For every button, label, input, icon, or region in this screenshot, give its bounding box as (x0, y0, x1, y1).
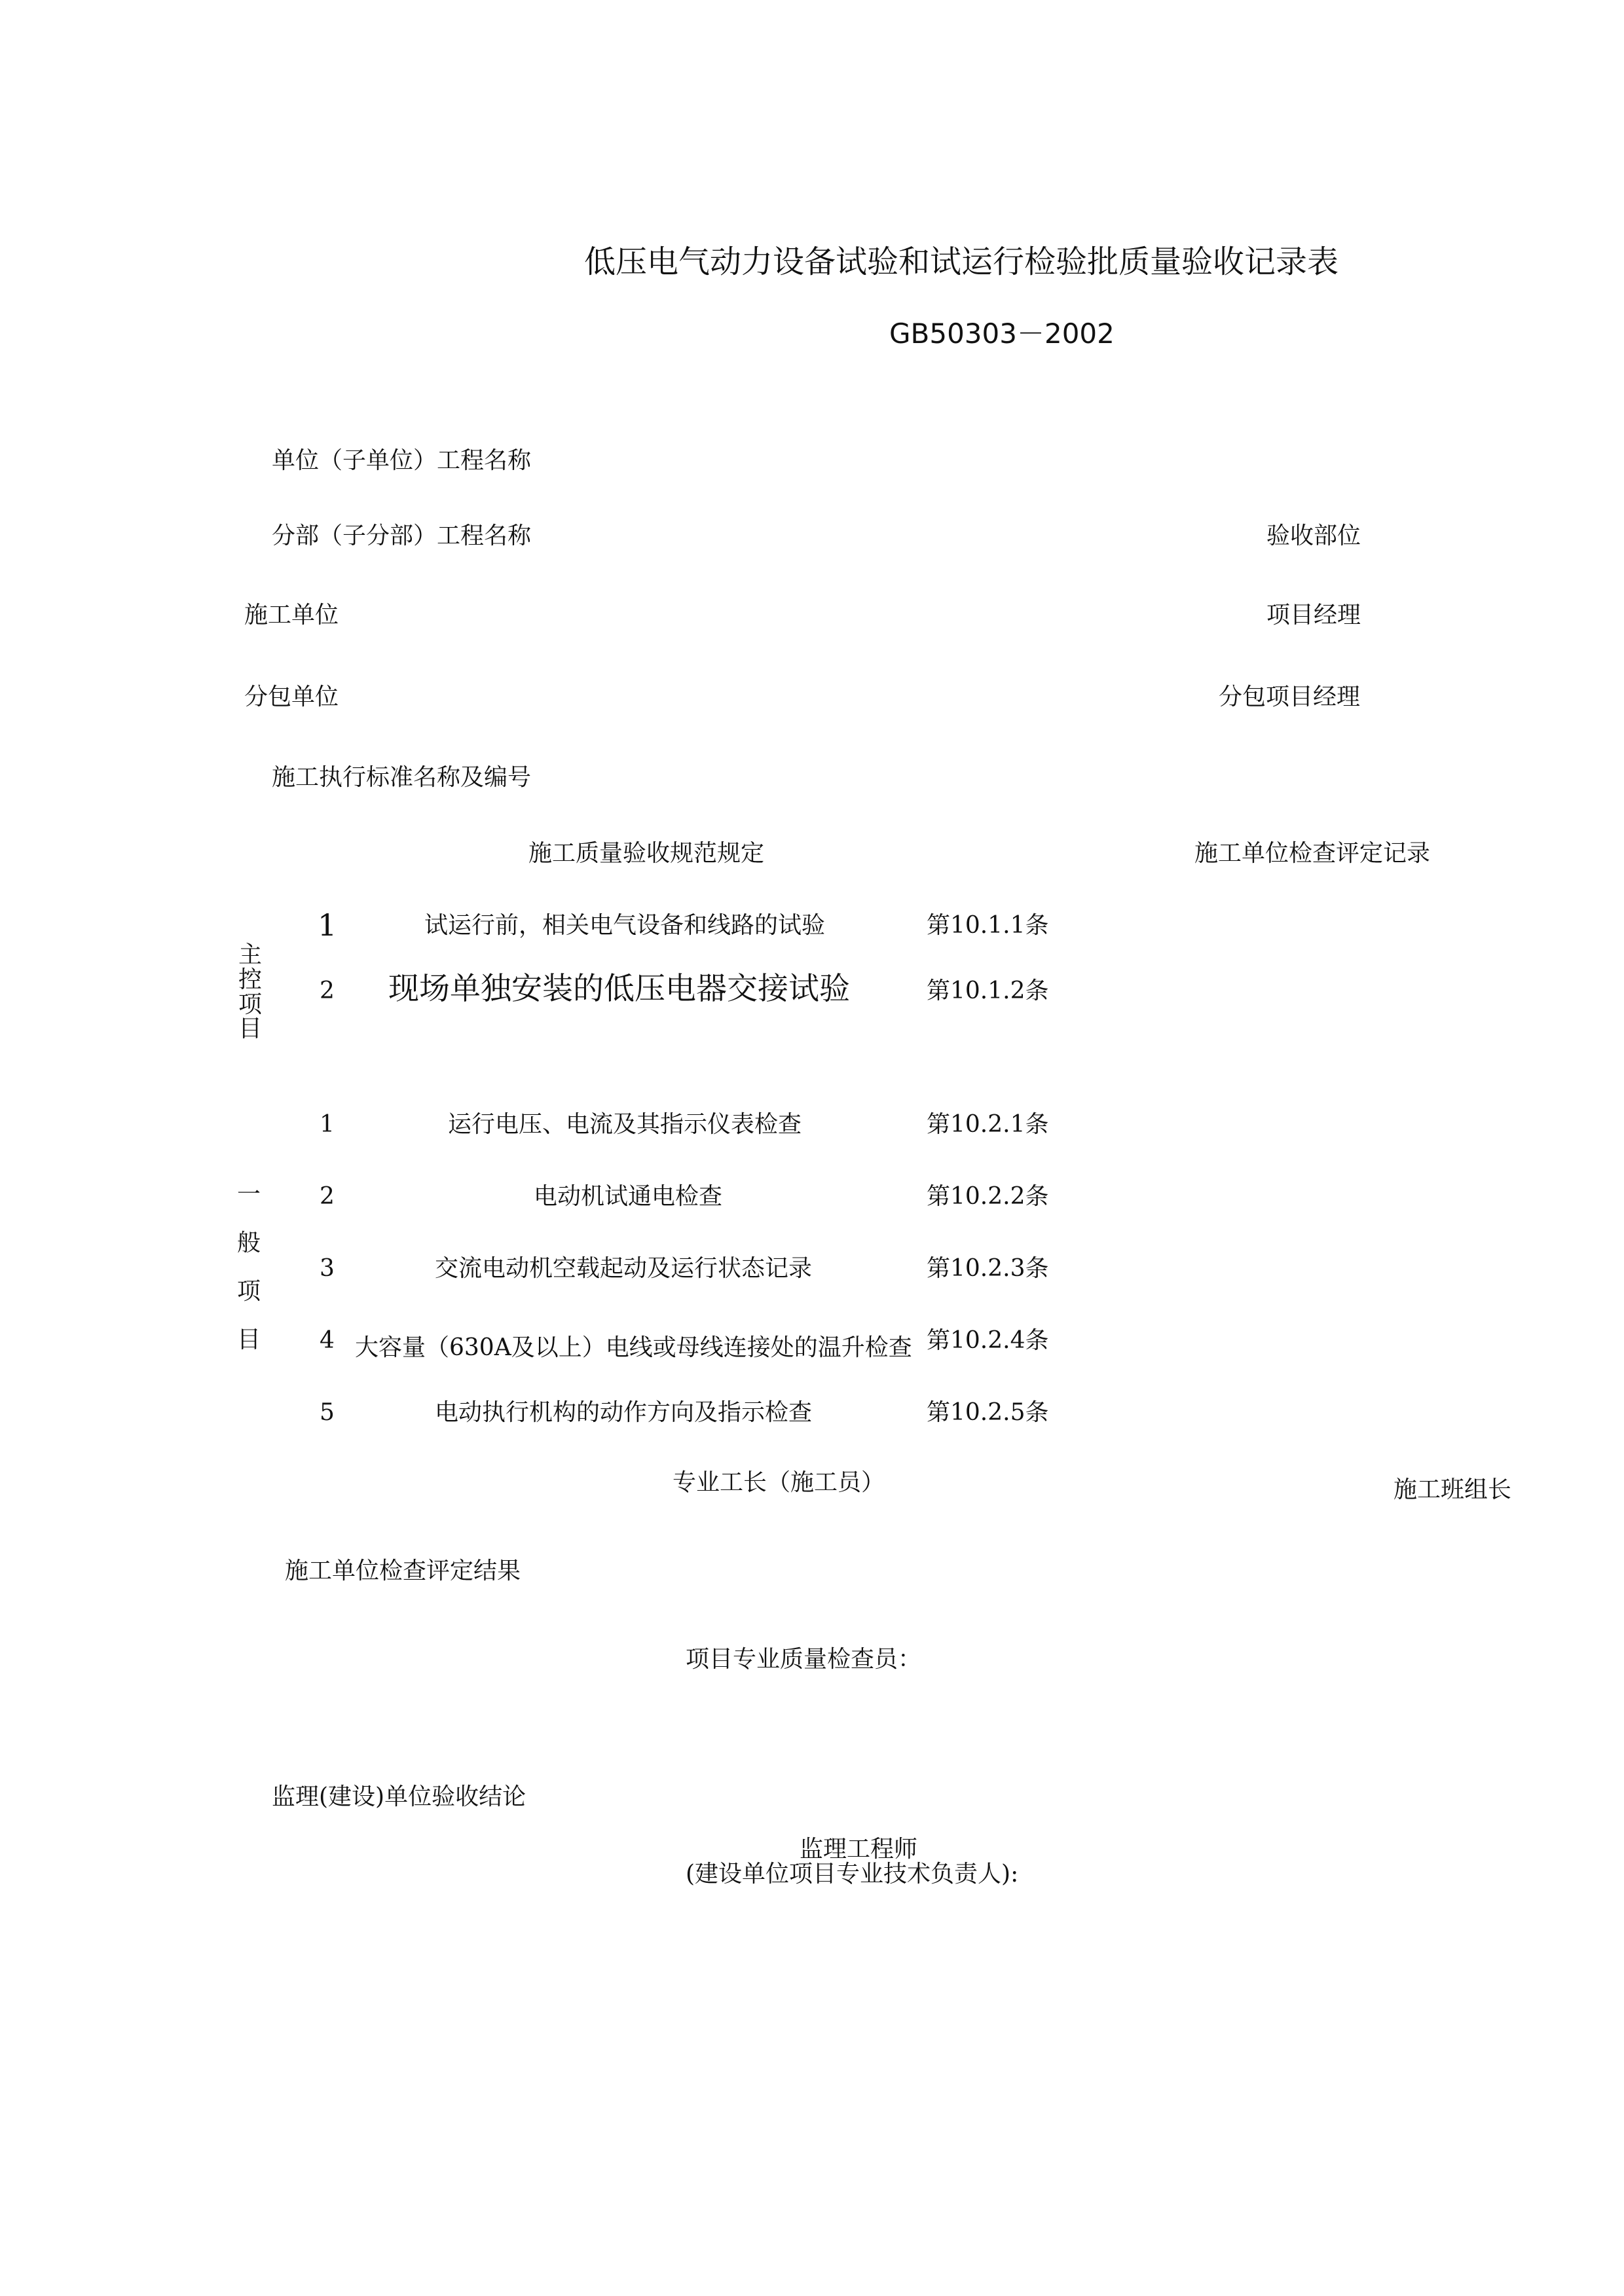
owner-tech-lead-label: (建设单位项目专业技术负责人): (686, 1861, 1019, 1887)
general-item-1-no: 1 (320, 1111, 335, 1138)
general-item-4-clause: 第10.2.4条 (927, 1327, 1049, 1354)
general-item-2-clause: 第10.2.2条 (927, 1183, 1049, 1210)
general-group-char-4: 目 (237, 1326, 261, 1353)
general-item-5-text: 电动执行机构的动作方向及指示检查 (435, 1399, 813, 1426)
general-item-3-clause: 第10.2.3条 (927, 1255, 1049, 1282)
main-item-1-text: 试运行前，相关电气设备和线路的试验 (424, 912, 826, 939)
general-item-5-clause: 第10.2.5条 (927, 1399, 1049, 1426)
main-items-group-label: 主控项目 (238, 941, 262, 1043)
general-item-2-text: 电动机试通电检查 (534, 1183, 723, 1210)
standard-name-label: 施工执行标准名称及编号 (272, 764, 532, 791)
team-leader-label: 施工班组长 (1393, 1476, 1512, 1503)
acceptance-part-label: 验收部位 (1266, 522, 1361, 549)
main-item-2-clause: 第10.1.2条 (927, 977, 1049, 1004)
subproject-name-label: 分部（子分部）工程名称 (272, 522, 532, 549)
standard-code: GB50303－2002 (889, 318, 1115, 350)
general-item-3-text: 交流电动机空载起动及运行状态记录 (435, 1255, 813, 1282)
main-item-1-no: 1 (318, 907, 337, 943)
main-item-1-clause: 第10.1.1条 (927, 912, 1049, 939)
general-group-char-2: 般 (237, 1230, 261, 1256)
general-item-1-text: 运行电压、电流及其指示仪表检查 (448, 1111, 802, 1138)
supervision-conclusion-label: 监理(建设)单位验收结论 (272, 1783, 526, 1810)
general-group-char-3: 项 (237, 1278, 261, 1305)
general-item-5-no: 5 (320, 1399, 335, 1426)
record-header: 施工单位检查评定记录 (1194, 840, 1431, 867)
general-item-4-text: 大容量（630A及以上）电线或母线连接处的温升检查 (355, 1334, 912, 1361)
general-item-1-clause: 第10.2.1条 (927, 1111, 1049, 1138)
contractor-result-label: 施工单位检查评定结果 (285, 1558, 521, 1584)
general-item-2-no: 2 (320, 1183, 335, 1210)
general-group-char-1: 一 (237, 1181, 261, 1208)
quality-inspector-label: 项目专业质量检查员： (686, 1646, 922, 1673)
project-name-label: 单位（子单位）工程名称 (272, 447, 532, 474)
team-leader-cell (1393, 1468, 1512, 1503)
sub-project-manager-label: 分包项目经理 (1219, 683, 1361, 710)
page-title: 低压电气动力设备试验和试运行检验批质量验收记录表 (584, 244, 1339, 280)
general-item-4-no: 4 (320, 1327, 335, 1354)
foreman-label: 专业工长（施工员） (673, 1469, 885, 1496)
supervising-engineer-label: 监理工程师 (800, 1836, 918, 1863)
subcontractor-label: 分包单位 (244, 683, 339, 710)
contractor-label: 施工单位 (244, 602, 339, 629)
general-item-3-no: 3 (320, 1255, 335, 1282)
main-item-2-no: 2 (320, 977, 335, 1004)
general-item-4-cell (355, 1326, 912, 1361)
main-item-2-text: 现场单独安装的低压电器交接试验 (388, 971, 850, 1007)
project-manager-label: 项目经理 (1266, 602, 1361, 629)
spec-header: 施工质量验收规范规定 (528, 840, 765, 867)
